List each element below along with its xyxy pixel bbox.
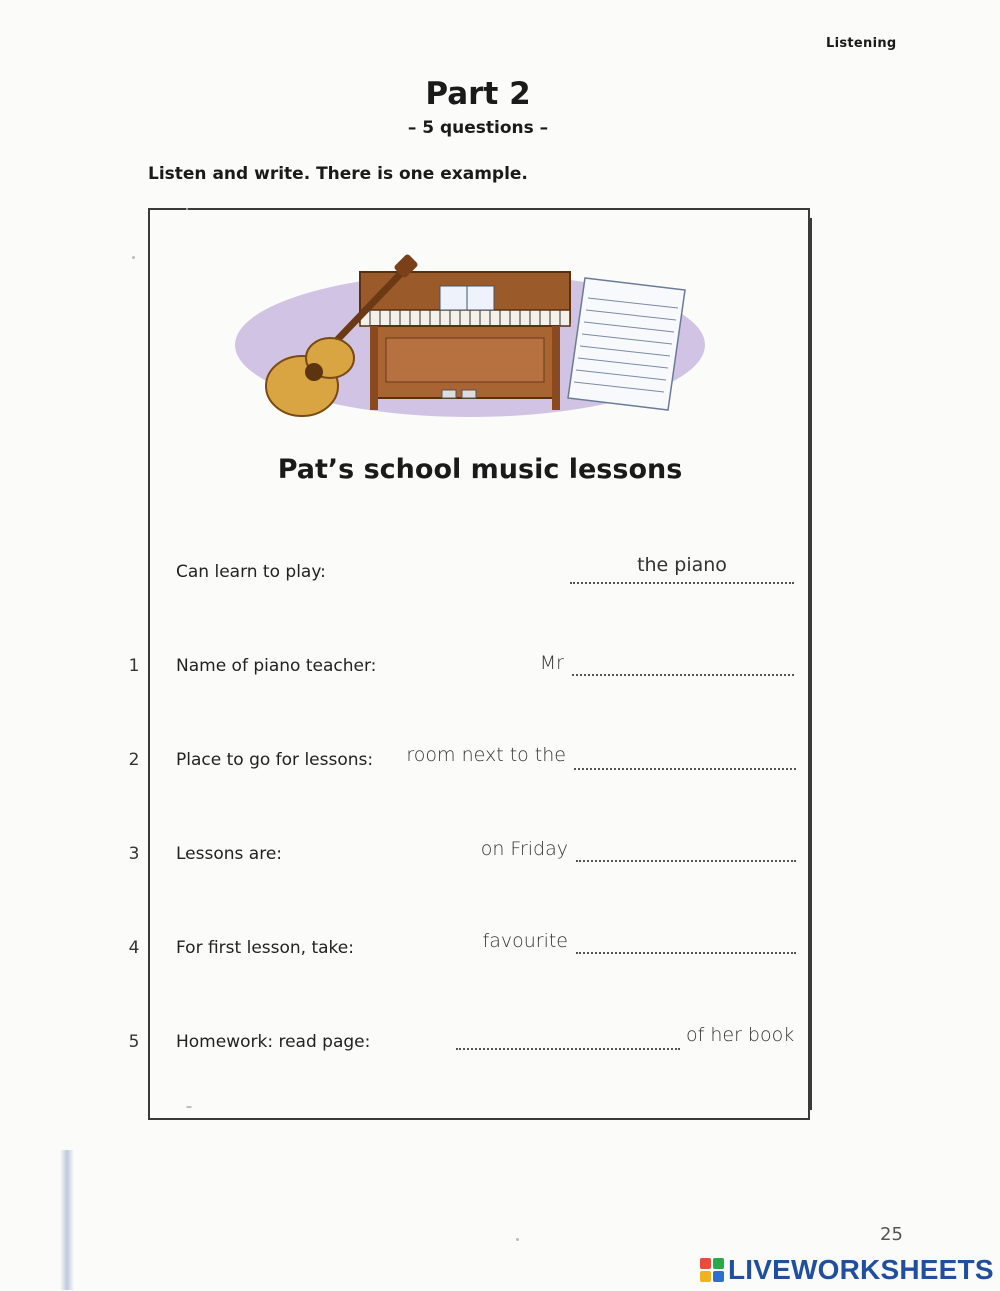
- example-answer-line: [570, 580, 794, 584]
- section-label: Listening: [826, 36, 897, 51]
- question-number: 1: [128, 656, 140, 676]
- question-number: 2: [128, 750, 140, 770]
- answer-prefix: room next to the: [406, 744, 566, 766]
- answer-blank-1[interactable]: [572, 672, 794, 676]
- liveworksheets-logo-icon: [700, 1258, 724, 1282]
- answer-prefix: on Friday: [480, 838, 568, 860]
- question-label: Place to go for lessons:: [176, 750, 374, 770]
- question-label: Lessons are:: [176, 844, 283, 864]
- instructions: Listen and write. There is one example.: [148, 164, 528, 184]
- part-title: Part 2: [425, 76, 531, 112]
- answer-prefix: favourite: [482, 930, 568, 952]
- part-subtitle: – 5 questions –: [407, 118, 549, 138]
- answer-blank-5[interactable]: [456, 1046, 680, 1050]
- watermark-text: LIVEWORKSHEETS: [728, 1254, 994, 1285]
- task-title: Pat’s school music lessons: [277, 454, 683, 485]
- question-number: 5: [128, 1032, 140, 1052]
- sheet-music-icon: [568, 278, 685, 410]
- music-illustration: [230, 250, 730, 440]
- answer-prefix: Mr: [539, 652, 564, 674]
- question-number: 3: [128, 844, 140, 864]
- example-answer: the piano: [637, 554, 727, 576]
- example-label: Can learn to play:: [176, 562, 326, 582]
- question-row-4: [0, 930, 1000, 978]
- page-number: 25: [880, 1224, 903, 1245]
- question-label: Homework: read page:: [176, 1032, 371, 1052]
- answer-blank-3[interactable]: [576, 858, 796, 862]
- answer-blank-2[interactable]: [574, 766, 796, 770]
- question-row-1: [0, 652, 1000, 696]
- watermark: [700, 1254, 994, 1286]
- page-edge-shadow: [60, 1150, 74, 1290]
- answer-suffix: of her book: [686, 1024, 795, 1046]
- question-row-3: [0, 838, 1000, 884]
- question-label: Name of piano teacher:: [176, 656, 377, 676]
- question-label: For first lesson, take:: [176, 938, 354, 958]
- piano-icon: [360, 272, 570, 410]
- question-row-2: [0, 744, 1000, 790]
- answer-blank-4[interactable]: [576, 950, 796, 954]
- question-row-5: [0, 1024, 1000, 1072]
- example-row: [0, 554, 1000, 602]
- question-number: 4: [128, 938, 140, 958]
